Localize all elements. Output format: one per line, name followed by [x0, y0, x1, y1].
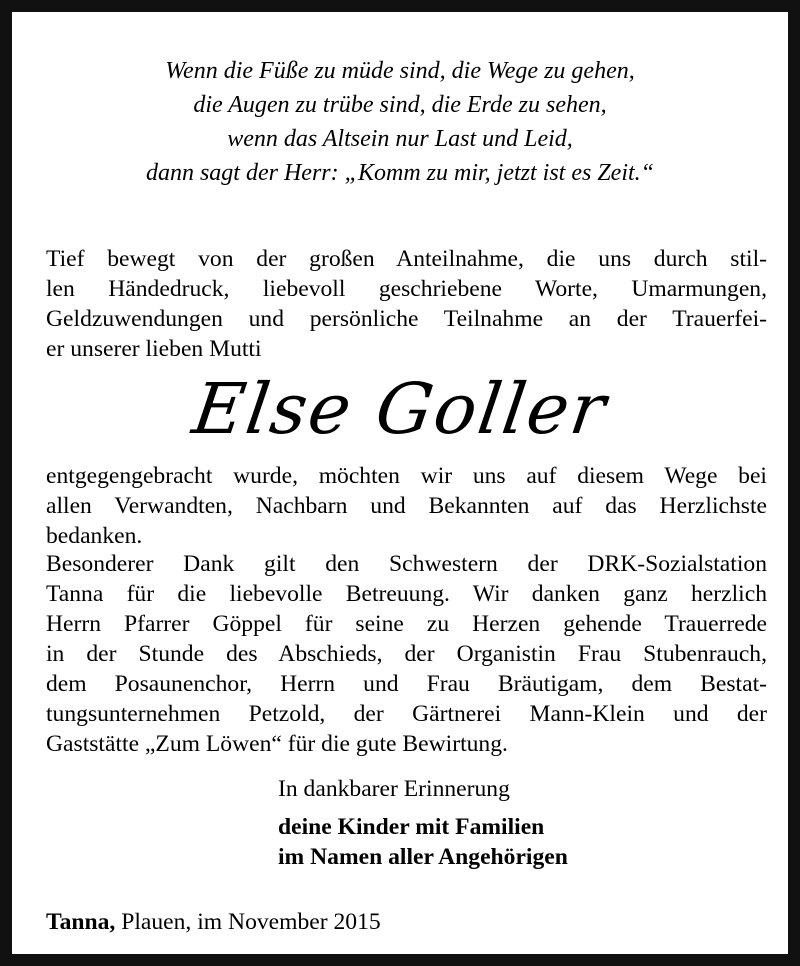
poem-line: dann sagt der Herr: „Komm zu mir, jetzt ist es Zeit.“	[145, 160, 655, 186]
dateline-place: Tanna,	[46, 909, 116, 935]
dateline	[46, 907, 381, 937]
intro-line: Geldzuwendungen und persönliche Teilnahme an der Trauerfei-	[46, 306, 767, 332]
thanks-line: allen Verwandten, Nachbarn und Bekannten auf das Herzlichste	[46, 493, 767, 519]
intro-line: er unserer lieben Mutti	[46, 336, 262, 362]
special-thanks-paragraph	[46, 549, 767, 759]
special-thanks-line: dem Posaunenchor, Herrn und Frau Bräutigam, dem Bestat-	[46, 671, 767, 697]
remembrance-line: In dankbarer Erinnerung	[278, 776, 510, 802]
special-thanks-line: tungsunternehmen Petzold, der Gärtnerei Mann-Klein und der	[46, 701, 767, 727]
special-thanks-line: Tanna für die liebevolle Betreuung. Wir danken ganz herzlich	[46, 581, 767, 607]
deceased-name: Else Goller	[187, 368, 613, 450]
intro-paragraph	[46, 244, 767, 364]
special-thanks-line: in der Stunde des Abschieds, der Organistin Frau Stubenrauch,	[46, 641, 767, 667]
signature-line: deine Kinder mit Familien	[278, 814, 545, 840]
poem-verse	[12, 54, 788, 190]
thanks-paragraph	[46, 461, 767, 551]
dateline-rest: Plauen, im November 2015	[115, 909, 381, 935]
special-thanks-line: Gaststätte „Zum Löwen“ für die gute Bewirtung.	[46, 731, 508, 757]
intro-line: Tief bewegt von der großen Anteilnahme, die uns durch stil-	[46, 246, 767, 272]
special-thanks-line: Besonderer Dank gilt den Schwestern der DRK-Sozialstation	[46, 551, 767, 577]
intro-line: len Händedruck, liebevoll geschriebene Worte, Umarmungen,	[46, 276, 767, 302]
poem-line: wenn das Altsein nur Last und Leid,	[227, 126, 573, 152]
special-thanks-line: Herrn Pfarrer Göppel für seine zu Herzen gehende Trauerrede	[46, 611, 767, 637]
signature-line: im Namen aller Angehörigen	[278, 844, 568, 870]
thanks-line: entgegengebracht wurde, möchten wir uns auf diesem Wege bei	[46, 463, 767, 489]
poem-line: Wenn die Füße zu müde sind, die Wege zu gehen,	[165, 58, 635, 84]
thanks-line: bedanken.	[46, 523, 143, 549]
poem-line: die Augen zu trübe sind, die Erde zu sehen,	[193, 92, 607, 118]
